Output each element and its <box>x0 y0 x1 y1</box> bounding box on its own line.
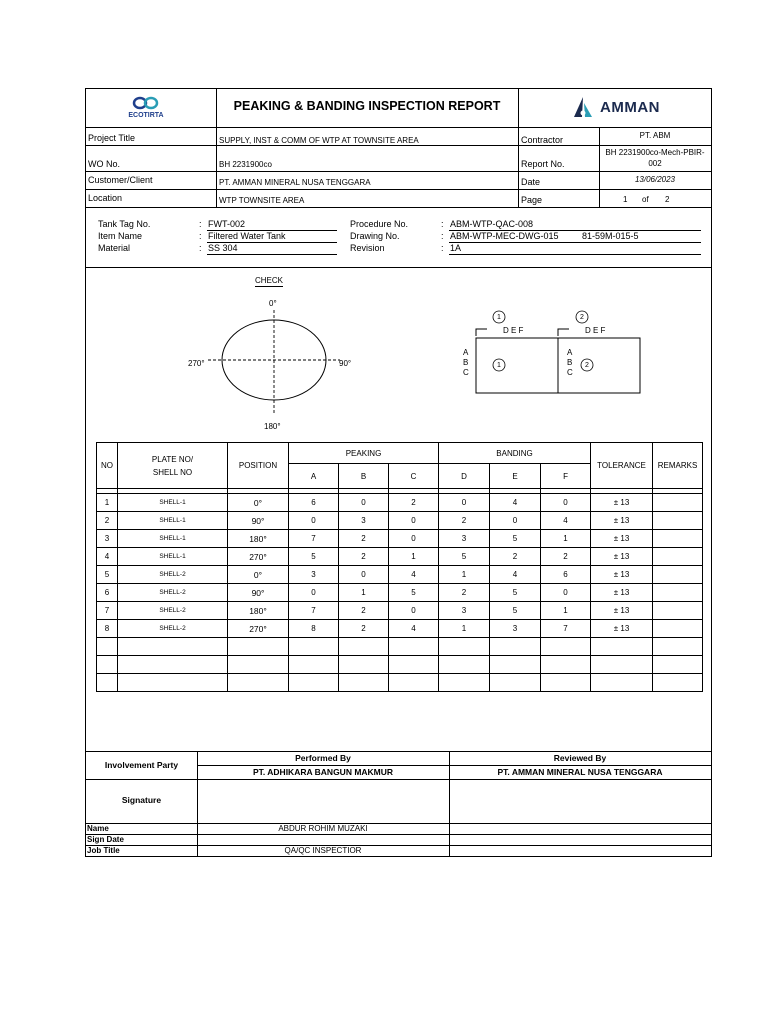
col-tolerance-header: TOLERANCE <box>591 443 653 489</box>
plate-1-top-number: 1 <box>497 314 501 321</box>
row-position-empty <box>228 656 289 674</box>
col-a-header: A <box>289 464 339 489</box>
table-row <box>97 530 703 548</box>
tank-tag-colon: : <box>199 219 202 229</box>
row-position: 270° <box>228 548 289 566</box>
plate-1-c-label: C <box>463 368 469 377</box>
performer-signature-field[interactable] <box>198 780 448 822</box>
row-peak-a: 7 <box>289 602 339 620</box>
material-label: Material <box>98 243 131 253</box>
report-no-label: Report No. <box>521 159 565 169</box>
material-colon: : <box>199 243 202 253</box>
tank-tag-label: Tank Tag No. <box>98 219 151 229</box>
row-peak-c-empty <box>389 674 439 692</box>
row-band-f: 0 <box>541 494 591 512</box>
date-value: 13/06/2023 <box>634 175 676 184</box>
row-peak-a: 3 <box>289 566 339 584</box>
row-no: 3 <box>97 530 118 548</box>
row-band-f: 1 <box>541 530 591 548</box>
inspection-report-sheet <box>85 88 712 857</box>
material-value: SS 304 <box>208 243 238 253</box>
row-band-d: 1 <box>439 566 490 584</box>
procedure-colon: : <box>441 219 444 229</box>
row-band-d: 5 <box>439 548 490 566</box>
row-band-f: 0 <box>541 584 591 602</box>
row-band-e: 3 <box>490 620 541 638</box>
row-remarks <box>653 602 703 620</box>
table-row <box>97 602 703 620</box>
row-remarks <box>653 494 703 512</box>
row-no: 1 <box>97 494 118 512</box>
row-peak-a-empty <box>289 638 339 656</box>
row-peak-a: 8 <box>289 620 339 638</box>
ecotirta-logo-text: ECOTIRTA <box>128 112 164 119</box>
table-row <box>97 548 703 566</box>
sign-date-label: Sign Date <box>87 835 124 844</box>
row-position: 270° <box>228 620 289 638</box>
row-peak-c: 4 <box>389 620 439 638</box>
col-position-header: POSITION <box>228 443 289 489</box>
row-tolerance-empty <box>591 656 653 674</box>
row-shell: SHELL-1 <box>118 530 228 548</box>
deg-90-label: 90° <box>339 359 352 368</box>
banding-header: BANDING <box>439 443 591 464</box>
contractor-value: PT. ABM <box>639 131 671 140</box>
empty-table-row <box>97 638 703 656</box>
row-peak-a: 6 <box>289 494 339 512</box>
row-band-e: 5 <box>490 584 541 602</box>
wo-label: WO No. <box>88 159 121 169</box>
row-position-empty <box>228 674 289 692</box>
plate-2-a-label: A <box>567 348 573 357</box>
col-b-header: B <box>339 464 389 489</box>
row-band-f: 4 <box>541 512 591 530</box>
row-peak-b-empty <box>339 656 389 674</box>
row-band-f: 1 <box>541 602 591 620</box>
empty-table-row <box>97 674 703 692</box>
col-plate-header <box>118 443 228 489</box>
row-no-empty <box>97 656 118 674</box>
performed-by-label: Performed By <box>295 753 351 763</box>
row-tolerance: ± 13 <box>591 530 653 548</box>
plate-2-def-label: D E F <box>585 326 606 335</box>
table-row <box>97 494 703 512</box>
row-peak-b-empty <box>339 674 389 692</box>
row-band-d: 3 <box>439 530 490 548</box>
drawing-label: Drawing No. <box>350 231 400 241</box>
plate-1-mid-number: 1 <box>497 362 501 369</box>
row-shell: SHELL-1 <box>118 494 228 512</box>
empty-table-row <box>97 656 703 674</box>
deg-0-label: 0° <box>269 299 277 308</box>
revision-colon: : <box>441 243 444 253</box>
row-no: 4 <box>97 548 118 566</box>
row-peak-c: 0 <box>389 602 439 620</box>
plate-2-top-number: 2 <box>580 314 584 321</box>
row-band-e-empty <box>490 656 541 674</box>
plate-layout-diagram <box>451 309 641 399</box>
involvement-party-label: Involvement Party <box>104 760 179 770</box>
row-peak-b: 0 <box>339 494 389 512</box>
row-band-d-empty <box>439 656 490 674</box>
row-peak-a-empty <box>289 656 339 674</box>
row-no: 2 <box>97 512 118 530</box>
row-band-d: 2 <box>439 584 490 602</box>
row-position: 90° <box>228 584 289 602</box>
row-band-e: 5 <box>490 530 541 548</box>
peaking-circle-diagram <box>204 294 344 434</box>
reviewed-company: PT. AMMAN MINERAL NUSA TENGGARA <box>497 767 663 777</box>
reviewed-by-label: Reviewed By <box>553 753 607 763</box>
row-tolerance-empty <box>591 638 653 656</box>
amman-logo-text: AMMAN <box>600 99 660 116</box>
row-peak-c-empty <box>389 656 439 674</box>
row-shell: SHELL-2 <box>118 566 228 584</box>
row-band-e-empty <box>490 638 541 656</box>
customer-value: PT. AMMAN MINERAL NUSA TENGGARA <box>219 178 371 187</box>
row-peak-b: 2 <box>339 620 389 638</box>
table-row <box>97 566 703 584</box>
row-band-f-empty <box>541 656 591 674</box>
row-shell: SHELL-1 <box>118 512 228 530</box>
table-row <box>97 620 703 638</box>
row-tolerance: ± 13 <box>591 566 653 584</box>
row-band-e: 4 <box>490 494 541 512</box>
plate-2-c-label: C <box>567 368 573 377</box>
row-peak-c: 2 <box>389 494 439 512</box>
deg-180-label: 180° <box>264 422 281 431</box>
signature-label: Signature <box>121 795 162 805</box>
reviewer-signature-field[interactable] <box>450 780 710 822</box>
table-row <box>97 512 703 530</box>
row-no-empty <box>97 674 118 692</box>
row-band-d-empty <box>439 638 490 656</box>
row-band-f-empty <box>541 638 591 656</box>
row-band-e: 2 <box>490 548 541 566</box>
name-label: Name <box>87 824 109 833</box>
plate-2-mid-number: 2 <box>585 362 589 369</box>
row-band-f: 2 <box>541 548 591 566</box>
plate-1-a-label: A <box>463 348 469 357</box>
row-band-f-empty <box>541 674 591 692</box>
row-tolerance: ± 13 <box>591 620 653 638</box>
row-band-d-empty <box>439 674 490 692</box>
item-name-label: Item Name <box>98 231 143 241</box>
location-value: WTP TOWNSITE AREA <box>219 196 305 205</box>
project-title-label: Project Title <box>88 133 136 143</box>
job-title-label: Job Title <box>87 846 120 855</box>
row-position: 90° <box>228 512 289 530</box>
page-label: Page <box>521 195 543 205</box>
infinity-logo-icon <box>116 95 176 111</box>
row-remarks <box>653 548 703 566</box>
row-band-d: 2 <box>439 512 490 530</box>
procedure-value: ABM-WTP-QAC-008 <box>450 219 534 229</box>
row-band-d: 1 <box>439 620 490 638</box>
col-plate-header-line1: PLATE NO/ <box>151 454 194 464</box>
report-title: PEAKING & BANDING INSPECTION REPORT <box>233 99 501 113</box>
row-band-f: 7 <box>541 620 591 638</box>
customer-label: Customer/Client <box>88 175 153 185</box>
row-no: 5 <box>97 566 118 584</box>
plate-1-def-label: D E F <box>503 326 524 335</box>
check-label: CHECK <box>255 276 284 285</box>
row-peak-b: 1 <box>339 584 389 602</box>
row-remarks <box>653 512 703 530</box>
row-shell: SHELL-2 <box>118 584 228 602</box>
row-tolerance: ± 13 <box>591 494 653 512</box>
row-peak-c-empty <box>389 638 439 656</box>
peaking-header: PEAKING <box>289 443 439 464</box>
page-number: 1 <box>623 195 628 204</box>
drawing-value-2: 81-59M-015-5 <box>582 231 639 241</box>
row-peak-b: 0 <box>339 566 389 584</box>
row-peak-a: 0 <box>289 512 339 530</box>
performer-job-title: QA/QC INSPECTIOR <box>284 846 362 855</box>
plate-2-b-label: B <box>567 358 573 367</box>
performer-name: ABDUR ROHIM MUZAKI <box>278 824 368 833</box>
row-remarks <box>653 620 703 638</box>
row-shell: SHELL-1 <box>118 548 228 566</box>
row-band-d: 0 <box>439 494 490 512</box>
row-tolerance: ± 13 <box>591 512 653 530</box>
row-band-e-empty <box>490 674 541 692</box>
revision-label: Revision <box>350 243 385 253</box>
location-label: Location <box>88 193 123 203</box>
tank-tag-value: FWT-002 <box>208 219 246 229</box>
date-label: Date <box>521 177 541 187</box>
deg-270-label: 270° <box>188 359 205 368</box>
row-remarks <box>653 584 703 602</box>
col-no-header: NO <box>97 443 118 489</box>
row-shell: SHELL-2 <box>118 620 228 638</box>
row-shell-empty <box>118 656 228 674</box>
row-tolerance: ± 13 <box>591 602 653 620</box>
drawing-colon: : <box>441 231 444 241</box>
row-no-empty <box>97 638 118 656</box>
item-name-value: Filtered Water Tank <box>208 231 286 241</box>
row-shell-empty <box>118 638 228 656</box>
performed-company: PT. ADHIKARA BANGUN MAKMUR <box>252 767 394 777</box>
row-band-f: 6 <box>541 566 591 584</box>
row-peak-a: 5 <box>289 548 339 566</box>
row-peak-c: 0 <box>389 512 439 530</box>
row-position: 0° <box>228 494 289 512</box>
row-no: 7 <box>97 602 118 620</box>
amman-logo <box>570 95 680 121</box>
ecotirta-logo <box>116 95 176 125</box>
row-peak-a: 7 <box>289 530 339 548</box>
row-no: 6 <box>97 584 118 602</box>
row-peak-c: 0 <box>389 530 439 548</box>
row-peak-c: 5 <box>389 584 439 602</box>
row-peak-b: 3 <box>339 512 389 530</box>
row-tolerance: ± 13 <box>591 548 653 566</box>
col-remarks-header: REMARKS <box>653 443 703 489</box>
col-c-header: C <box>389 464 439 489</box>
revision-value: 1A <box>450 243 462 253</box>
wo-value: BH 2231900co <box>219 160 272 169</box>
row-peak-b: 2 <box>339 530 389 548</box>
drawing-value: ABM-WTP-MEC-DWG-015 <box>450 231 559 241</box>
amman-drop-logo-icon <box>570 95 596 121</box>
report-no-value-line1: BH 2231900co-Mech-PBIR- <box>605 148 705 157</box>
row-remarks <box>653 566 703 584</box>
row-remarks <box>653 530 703 548</box>
row-shell: SHELL-2 <box>118 602 228 620</box>
row-peak-c: 4 <box>389 566 439 584</box>
project-title-value: SUPPLY, INST & COMM OF WTP AT TOWNSITE AREA <box>219 136 419 145</box>
row-remarks-empty <box>653 638 703 656</box>
report-no-value-line2: 002 <box>648 159 662 168</box>
row-peak-c: 1 <box>389 548 439 566</box>
row-band-d: 3 <box>439 602 490 620</box>
row-position-empty <box>228 638 289 656</box>
row-position: 0° <box>228 566 289 584</box>
row-band-e: 5 <box>490 602 541 620</box>
row-peak-b: 2 <box>339 602 389 620</box>
row-peak-a: 0 <box>289 584 339 602</box>
row-peak-a-empty <box>289 674 339 692</box>
col-e-header: E <box>490 464 541 489</box>
plate-1-b-label: B <box>463 358 469 367</box>
row-tolerance: ± 13 <box>591 584 653 602</box>
procedure-label: Procedure No. <box>350 219 409 229</box>
col-f-header: F <box>541 464 591 489</box>
page-of: of <box>642 195 649 204</box>
col-plate-header-line2: SHELL NO <box>152 467 193 477</box>
row-position: 180° <box>228 530 289 548</box>
table-row <box>97 584 703 602</box>
row-peak-b: 2 <box>339 548 389 566</box>
row-tolerance-empty <box>591 674 653 692</box>
contractor-label: Contractor <box>521 135 564 145</box>
item-name-colon: : <box>199 231 202 241</box>
row-remarks-empty <box>653 674 703 692</box>
page-total: 2 <box>665 195 670 204</box>
row-band-e: 4 <box>490 566 541 584</box>
row-shell-empty <box>118 674 228 692</box>
row-band-e: 0 <box>490 512 541 530</box>
row-peak-b-empty <box>339 638 389 656</box>
measurement-table <box>96 442 703 692</box>
row-no: 8 <box>97 620 118 638</box>
row-remarks-empty <box>653 656 703 674</box>
row-position: 180° <box>228 602 289 620</box>
col-d-header: D <box>439 464 490 489</box>
